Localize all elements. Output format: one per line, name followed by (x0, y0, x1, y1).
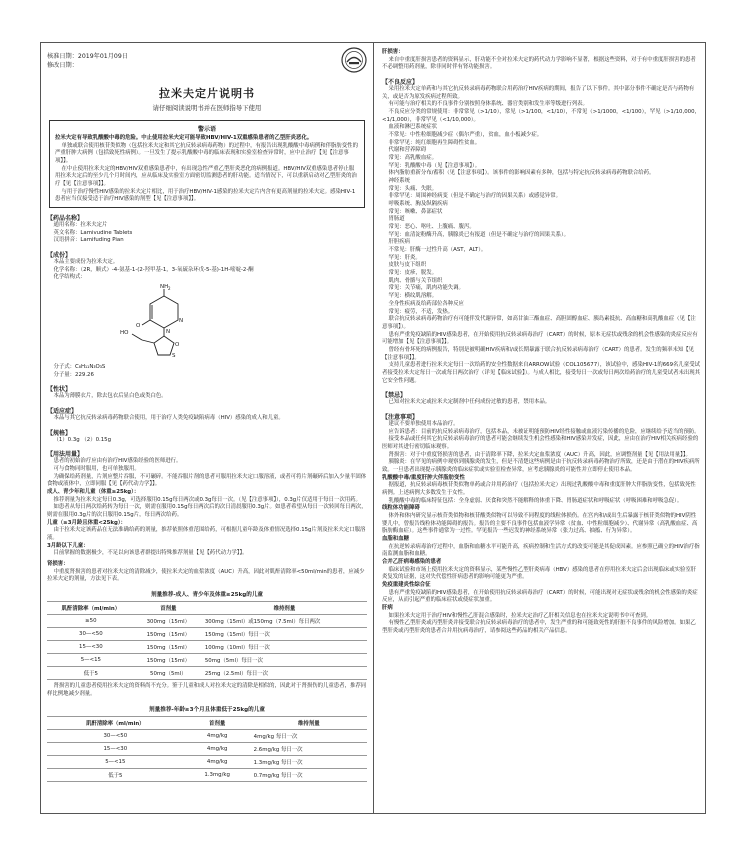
section-heading-composition: 【成份】 (47, 252, 72, 260)
table-row (47, 615, 367, 628)
list-item: 接受本品或任何其它抗反转录病毒治疗的患者可能会继续发生机会性感染和HIV感染并发症，因此，应由在治疗HIV相关疾病经验的医师对其进行密切临床观察。 (382, 436, 699, 450)
table-cell: 低于5 (47, 768, 184, 781)
immune-heading: 免疫重建炎性综合征 (382, 582, 431, 588)
liver-text: 有慢性乙型肝炎或丙型肝炎并接受联合抗反转录病毒治疗的患者中，发生严重的和可能致死性的肝脏不良事件的风险增加。如果乙型肝炎或丙型肝炎的患者合并用抗病毒治疗，请参阅这些药品的相关产品信息。 (382, 620, 696, 635)
renal-heading: 肾损害： (47, 561, 69, 568)
liver-heading: 肝病 (382, 605, 393, 612)
table-cell: ≥50 (47, 615, 135, 628)
list-item: 罕见：横纹肌溶解。 (388, 293, 437, 300)
table-header-cell: 首剂量 (135, 602, 202, 615)
table-row (47, 742, 367, 755)
table-cell: 0.7mg/kg 每日一次 (251, 768, 367, 781)
mito-text: 体外和体内研究显示核苷类似物和核苷酸类似物可以导致不同程度的线粒体损伤。在宫内和/或出生后暴露于核苷类似物的HIV阴性婴儿中，曾报告线粒体功能障碍的报告。报告的主要不良事件包括血液学异常（贫血、中性粒细胞减少）、代谢异常（高乳酸血症、高脂肪酶血症）。这些事件通常为一过性。罕见报告一些迟发的神经系统异常（张力过高、抽搐、行为异常）。 (382, 512, 698, 535)
svg-text:O: O (175, 342, 180, 349)
table-cell: 150mg（15ml）每日一次 (202, 628, 367, 641)
table-cell: 15—<30 (47, 742, 184, 755)
table-cell: 150mg（15ml） (135, 654, 202, 667)
lipid-heading: 血脂和血糖 (382, 535, 409, 542)
after-table1-text: 肾损害的儿童患者使用拉米夫定的资料尚不充分。鉴于儿童和成人对拉米夫定的清除是相似的，因此对于肾损伤的儿童患者，推荐同样比例地减少剂量。 (47, 683, 367, 697)
composition-line: 化学结构式： (53, 274, 86, 281)
warning-heading: 警示语 (197, 125, 216, 133)
company-logo-icon (341, 47, 367, 73)
list-item: 支持儿童患者进行拉米夫定每日一次给药的安全性数据来自ARROW试验（COL105677），该试验中，感染HIV-1的669名儿童受试者接受拉米夫定每日一次或每日两次治疗（详见【临床试验】）。与成人相比，接受每日一次或每日两次给药治疗的儿童受试者未出现其它安全性问题。 (382, 362, 701, 384)
svg-text:S: S (172, 353, 176, 360)
infant-dose-text: 目前掌握的数据极少，不足以向该患者群提出特殊推荐剂量【见【药代动力学】】。 (53, 550, 248, 557)
table-cell: 4mg/kg (184, 755, 251, 768)
section-heading-indication: 【适应症】 (47, 408, 78, 416)
list-item: 联合抗反转录病毒药物治疗有可能伴发代谢异常，如高甘油三酯血症、高胆固醇血症、胰岛素抵抗、高血糖和高乳酸血症（见【注意事项】）。 (382, 316, 696, 330)
composition-line: 本品主要成份为拉米夫定。 (53, 259, 119, 266)
lipid-text: 在抗逆转录病毒治疗过程中，血脂和血糖水平可能升高，疾病控制和生活方式的改变可能是其促成因素。应参照已确立的HIV治疗指南监测血脂和血糖。 (382, 543, 700, 558)
table-cell: 300mg（15ml） (135, 615, 202, 628)
child-dose-heading: 儿童（≥3月龄且体重<25kg）： (47, 519, 126, 526)
table-row (47, 641, 367, 654)
table-row (47, 654, 367, 667)
table-cell: 100mg（10ml）每日一次 (202, 641, 367, 654)
table-cell: 15—<30 (47, 641, 135, 654)
table-cell: 4mg/kg (184, 742, 251, 755)
table-cell: 150mg（15ml） (135, 641, 202, 654)
list-item: 非常罕见：周围神经病变（但是不确定与治疗的因果关系）或感觉异常。 (388, 193, 561, 200)
list-item: 不良反应分类的常规使用：非常常见（>1/10），常见（>1/100，<1/10），不常见（>1/1000，<1/100），罕见（>1/10,000，<1/1,000），非常罕见（<1/10,000）。 (382, 109, 700, 123)
table-row (47, 628, 367, 641)
drug-name-line: 通用名称：拉米夫定片 (53, 222, 108, 229)
table-cell: 1.3mg/kg 每日一次 (251, 755, 367, 768)
svg-text:N: N (166, 329, 171, 336)
list-item: 罕见：血清淀粉酶升高，胰腺炎已有报道（但是不确定与治疗的因果关系）。 (388, 231, 570, 238)
table-row (47, 667, 367, 680)
adr-list (382, 86, 701, 385)
list-item: 采用拉米夫定单药和与其它抗反转录病毒药物联合用药治疗HIV疾病的期间，报告了以下事件。其中部分事件不确定是否与药物有关，或是否为原发疾病过程所致。 (382, 86, 695, 100)
hepatic-text: 来自中重度肝损害患者的资料显示，肝功能不全对拉米夫定的药代动力学影响不显著，根据这些资料，对于有中重度肝损害的患者不必调整用药剂量，除非同时伴有肾功能损害。 (382, 56, 696, 71)
document-title: 拉米夫定片说明书 (159, 86, 255, 100)
list-item: 体内脂肪重新分布/蓄积（见【注意事项】）。该事件的影响因素有多种，包括与特定抗反转录病毒药物联合给药。 (388, 170, 655, 177)
spec-text: （1）0.3g （2）0.15g (53, 436, 112, 443)
chemical-structure-diagram (102, 284, 212, 362)
table-cell: 25mg（2.5ml）每日一次 (202, 667, 367, 680)
table-cell: 4mg/kg (184, 729, 251, 742)
meta-block (47, 53, 367, 71)
list-item: 常见：皮疹，脱发。 (388, 270, 437, 277)
list-item: 应告诉患者：目前的抗反转录病毒治疗，包括本品，未被证明能预防HIV经性接触或血液污染传播的危险，应继续给予适当的预防。 (388, 428, 700, 435)
section-heading-adr: 【不良反应】 (382, 79, 419, 87)
lactic-text: 乳酸酸中毒的临床特征包括：全身虚弱、厌食和突然不能解释的体重下降、胃肠道症状和呼吸症状（呼吸困难和呼吸急促）。 (388, 497, 683, 504)
composition-line: 化学名称：（2R，顺式）-4-氨基-1-(2-羟甲基-1，3-氧硫杂环戊-5-基)-1H-嘧啶-2-酮 (53, 266, 254, 273)
list-item: 罕见：肝炎。 (388, 254, 421, 261)
table-cell: 150mg（15ml） (135, 628, 202, 641)
list-item: 皮肤与皮下组织 (388, 262, 427, 269)
leaflet-sheet (40, 42, 706, 814)
svg-text:N: N (179, 318, 184, 325)
usage-line: 为确保给药剂量，片剂应整片吞服，不可碾碎。不能吞服片剂的患者可服用拉米夫定口服溶液，或者可将片剂碾碎后加入少量半固体食物或液体中，立即同服【见【药代动力学】】。 (47, 473, 367, 488)
table2-caption: 剂量推荐-年龄≥3个月且体重低于25kg的儿童 (149, 706, 265, 713)
warning-bold-line: 拉米夫定有导致乳酸酸中毒的危险。中止使用拉米夫定可能导致HBV/HIV-1双重感染患者的乙型肝炎恶化。 (55, 134, 313, 141)
list-item: 呼吸系统、胸及纵隔疾病 (388, 201, 448, 208)
svg-text:2: 2 (168, 286, 171, 292)
adult-dose-text: 推荐剂量为拉米夫定每日0.3g，可选择服用0.15g每日两次或0.3g每日一次。（见【注意事项】），0.3g片仅适用于每日一次用药。 (53, 496, 361, 503)
lactic-heading: 乳酸酸中毒/重度肝肿大伴脂肪变性 (382, 474, 465, 481)
list-item: 胰腺炎：在罕见的病例中观察到胰腺炎的发生，但是不清楚这些病例是由于抗反转录病毒药物治疗所致，还是由于潜在的HIV疾病所致。一旦患者出现提示胰腺炎的临床症状或实验室检查异常，应考虑胰腺炎的可能性并立即停止使用本品。 (382, 459, 700, 473)
svg-text:HO: HO (120, 330, 129, 337)
table-cell: 5—<15 (47, 755, 184, 768)
list-item: 常见：疲劳，不适，发热。 (388, 308, 454, 315)
list-item: 常见：恶心、呕吐、上腹痛、腹泻。 (388, 224, 475, 231)
list-item: 肾损害：对于中重度肾损害的患者，由于清除率下降，拉米夫定血浆浓度（AUC）升高，因此，应调整剂量【见【用法用量】】。 (388, 451, 691, 458)
section-heading-usage: 【用法用量】 (47, 451, 84, 459)
hbv-text: 临床试验和市场上使用拉米夫定的资料显示，某些慢性乙型肝炎病毒（HBV）感染的患者在停用拉米夫定后会出现临床或实验室肝炎复发的证据，这对失代偿性肝病患者的影响可能更为严重。 (382, 566, 697, 581)
list-item: 有可能与治疗相关的不良事件分别按照身体系统、器官类别和发生率等级进行列表。 (388, 101, 588, 108)
list-item: 常见：咳嗽、鼻部症状 (388, 208, 443, 215)
list-item: 肝胆疾病 (388, 239, 411, 246)
list-item: 肌肉、骨骼与关节组织 (388, 277, 443, 284)
list-item: 血液和淋巴系统症状 (388, 124, 437, 131)
list-item: 罕见：乳酸酸中毒（见【注意事项】）。 (388, 162, 481, 169)
revision-date: 修改日期： (47, 61, 78, 69)
contraindication-text: 已知对拉米夫定或拉米夫定制剂中任何成份过敏的患者，禁用本品。 (388, 399, 551, 406)
warning-paragraph: 在中止使用拉米夫定的HBV/HIV双重感染患者中，有出现急性严重乙型肝炎恶化的病例报道。HBV/HIV双重感染患者停止服用拉米夫定后的至少几个月时间内，应从临床及实验室方面密切监测患者的肝功能。适当情况下，可以重新启动对乙型肝炎的治疗【见【注意事项】】。 (55, 165, 357, 187)
table-header-row (47, 716, 367, 729)
child-dose-text: 由于拉米夫定该药品在无法准确给药的剂量，推荐依照体重范围给药，可根据儿童年龄及体重情况选择0.15g片剂及拉米夫定口服溶液。 (47, 527, 366, 542)
appearance-text: 本品为薄膜衣片，除去包衣后显白色或类白色。 (53, 393, 167, 400)
list-item: 常见：高乳酸血症。 (388, 155, 437, 162)
mito-heading: 线粒体功能障碍 (382, 505, 420, 512)
infant-dose-heading: 3月龄以下儿童： (47, 542, 89, 549)
table-cell: 5—<15 (47, 654, 135, 667)
list-item: 患有严重免疫缺陷的HIV感染患者，在开始使用抗反转录病毒治疗（CART）的时候，原本无症状或残余的机会性感染的炎症反应有可能增加【见【注意事项】】。 (382, 331, 698, 346)
section-heading-appearance: 【性状】 (47, 386, 72, 394)
table-cell: 4mg/kg 每日一次 (251, 729, 367, 742)
molecular-weight: 分子量：229.26 (53, 371, 94, 378)
table-cell: 30—<50 (47, 628, 135, 641)
list-item: 神经系统 (388, 178, 411, 185)
table-row (47, 768, 367, 781)
list-item: 不常见：肝酶一过性升高（AST，ALT）。 (388, 247, 487, 254)
svg-text:O: O (136, 323, 141, 330)
table-cell: 30—<50 (47, 729, 184, 742)
section-heading-drug-name: 【药品名称】 (47, 215, 84, 223)
table-cell: 300mg（15ml）或150mg（7.5ml）每日两次 (202, 615, 367, 628)
adult-dose-heading: 成人、青少年和儿童（体重≥25kg）： (47, 489, 140, 496)
drug-name-line: 英文名称：Lamivudine Tablets (53, 229, 133, 236)
table-header-cell: 维持剂量 (251, 716, 367, 729)
hepatic-heading: 肝损害： (382, 49, 404, 55)
dose-table-child (47, 716, 367, 782)
table-header-cell: 维持剂量 (202, 602, 367, 615)
lactic-text: 据报道，抗反转录病毒核苷类似物单药或合并用药治疗（包括拉米夫定）出现过乳酸酸中毒和重度肝肿大伴脂肪变性，包括致死性病例。上述病例大多数发生于女性。 (382, 482, 696, 496)
left-column (41, 43, 374, 813)
list-item: 代谢和营养障碍 (388, 147, 427, 154)
indication-text: 本品与其它抗反转录病毒药物联合使用，用于治疗人类免疫缺陷病毒（HIV）感染的成人和儿童。 (53, 415, 284, 422)
warning-box (49, 120, 365, 208)
list-item: 不常见：中性粒细胞减少症（偶尔严重），贫血，血小板减少症。 (388, 132, 543, 139)
list-item: 常见：头痛、失眠。 (388, 185, 437, 192)
section-heading-contraindication: 【禁忌】 (382, 392, 407, 400)
warning-paragraph: 单独或联合使用核苷类似物（包括拉米夫定和其它抗反转录病毒药物）的过程中，有报告出现乳酸酸中毒病例和伴脂肪变性的严重肝肿大病例（包括致死性病例）。一旦发生了提示乳酸酸中毒的临床表现和实验室检查异常时，应中止治疗【见【注意事项】】。 (55, 142, 358, 164)
list-item: 常见：关节痛，肌肉功能失调。 (388, 285, 464, 292)
right-column (374, 43, 707, 813)
usage-line: 患者的初始治疗应由有治疗HIV感染经验的医师进行。 (53, 458, 182, 465)
document-subtitle: 请仔细阅读说明书并在医师指导下使用 (152, 103, 262, 112)
list-item: 全身性疾病及给药部位各种反应 (388, 300, 464, 307)
liver-text: 如果拉米夫定用于治疗HIV和慢性乙肝混合感染时，拉米夫定治疗乙肝相关信息也在拉米夫定说明书中可查到。 (388, 612, 652, 619)
dose-table-adult (47, 601, 367, 680)
usage-line: 可与食物同时服用，也可单独服用。 (53, 466, 140, 473)
table-header-cell: 肌酐清除率（ml/min） (47, 716, 184, 729)
hbv-heading: 合并乙肝病毒感染的患者 (382, 558, 442, 565)
molecular-formula: 分子式：C₈H₁₁N₃O₃S (53, 364, 106, 371)
table-row (47, 729, 367, 742)
table-cell: 2.6mg/kg 每日一次 (251, 742, 367, 755)
section-heading-caution: 【注意事项】 (382, 413, 419, 421)
list-item: 非常罕见：纯红细胞再生障碍性贫血。 (388, 139, 481, 146)
list-item: 建议不要单独使用本品治疗。 (388, 420, 459, 427)
table1-caption: 剂量推荐-成人、青少年及体重≥25kg的儿童 (150, 592, 264, 599)
warning-paragraph: 与用于治疗慢性HIV感染的拉米夫定片相比，用于治疗HBV/HIV-1感染的拉米夫定片内含有更高剂量的拉米夫定。感染HIV-1患者应当仅接受适于治疗HIV感染的剂型【见【注意事项】】。 (55, 188, 356, 203)
drug-name-line: 汉语拼音：Lamifuding Pian (53, 237, 124, 244)
caution-list (382, 421, 701, 475)
section-heading-spec: 【规格】 (47, 429, 72, 437)
table-header-row (47, 602, 367, 615)
svg-text:NH: NH (160, 284, 169, 291)
table-cell: 低于5 (47, 667, 135, 680)
table-cell: 50mg（5ml） (135, 667, 202, 680)
list-item: 曾经有骨坏死的病例报告，特别是被明确HIV疾病和/或长期暴露于联合抗反转录病毒治疗（CART）的患者。发生的频率未知【见【注意事项】】。 (382, 346, 695, 361)
table-header-cell: 肌酐清除率（ml/min） (47, 602, 135, 615)
table-cell: 50mg（5ml）每日一次 (202, 654, 367, 667)
switch-dose-text: 如患者从每日两次给药转为每日一次，则需在服用0.15g每日两次后的次日清晨服用0.3g片。如患者希望从每日一次转回每日两次，则需在服用0.3g片的次日服用0.15g片，每日两次给药。 (47, 504, 367, 519)
table-header-cell: 首剂量 (184, 716, 251, 729)
table-row (47, 755, 367, 768)
approval-date: 核准日期：2019年01月09日 (47, 53, 128, 60)
list-item: 胃肠道 (388, 216, 405, 223)
table-cell: 1.3mg/kg (184, 768, 251, 781)
renal-text: 中重度肾损害的患者对拉米夫定的清除减少，使拉米夫定的血浆浓度（AUC）升高，因此对肌酐清除率<50ml/min的患者，应减少拉米夫定的剂量，方法见下表。 (47, 568, 365, 583)
immune-text: 患有严重免疫缺陷的HIV感染患者，在开始使用抗反转录病毒治疗（CART）的时候，可能出现对无症状或残余的机会性感染的炎症反应，从而引起严重的临床症状或使症状加重。 (382, 589, 698, 604)
